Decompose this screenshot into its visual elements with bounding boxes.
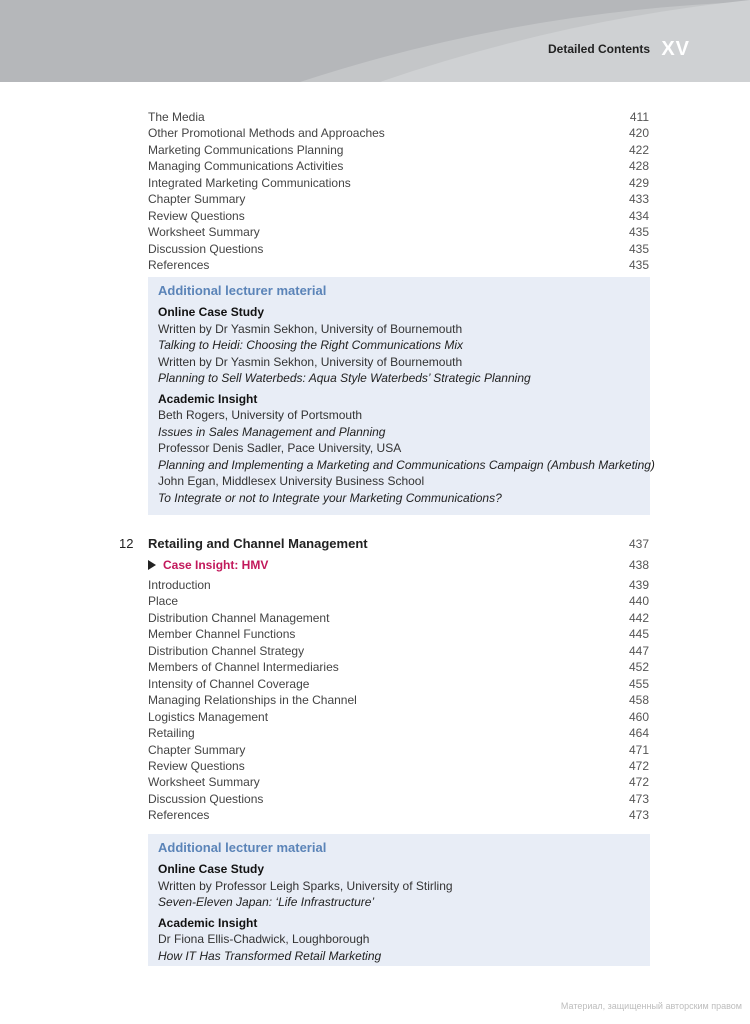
toc-entry[interactable] xyxy=(148,257,649,273)
page-numeral: XV xyxy=(661,38,690,60)
toc-entry-title: Review Questions xyxy=(148,758,245,773)
toc-entry[interactable] xyxy=(148,224,649,240)
chapter-title[interactable]: Retailing and Channel Management xyxy=(148,536,368,551)
toc-entry[interactable] xyxy=(148,659,649,675)
toc-entry-title: The Media xyxy=(148,110,205,124)
toc-entry-title: Discussion Questions xyxy=(148,241,264,256)
toc-entry-page: 472 xyxy=(628,775,649,790)
toc-entry-page: 440 xyxy=(628,594,649,609)
toc-entry-title: References xyxy=(148,808,210,823)
toc-entry-page: 433 xyxy=(628,192,649,207)
toc-entry-title: Discussion Questions xyxy=(148,791,264,806)
toc-entry[interactable] xyxy=(148,676,649,692)
toc-entry-title: Marketing Communications Planning xyxy=(148,142,344,157)
triangle-bullet-icon xyxy=(148,560,156,570)
toc-entry[interactable] xyxy=(148,208,649,224)
toc-entry-title: References xyxy=(148,258,210,273)
toc-entry-page: 460 xyxy=(628,709,649,724)
toc-entry-title: Distribution Channel Management xyxy=(148,610,330,625)
toc-entry-title: Managing Relationships in the Channel xyxy=(148,693,357,708)
toc-entry-page: 472 xyxy=(628,758,649,773)
toc-entry-page: 435 xyxy=(628,225,649,240)
box-subheading: Online Case Study xyxy=(158,862,265,876)
box-item-title: How IT Has Transformed Retail Marketing xyxy=(158,948,382,963)
toc-entry-page: 422 xyxy=(628,142,649,157)
toc-entry[interactable] xyxy=(148,626,649,642)
box-item-title: Seven-Eleven Japan: ‘Life Infrastructure’ xyxy=(158,895,375,909)
box-item-title: Talking to Heidi: Choosing the Right Communications Mix xyxy=(158,338,464,352)
toc-entry[interactable] xyxy=(148,109,649,125)
box-item-author: Beth Rogers, University of Portsmouth xyxy=(158,408,363,422)
copyright-watermark: Материал, защищенный авторским правом xyxy=(560,1001,742,1011)
toc-entry-page: 428 xyxy=(628,159,649,174)
box-item-author: Dr Fiona Ellis-Chadwick, Loughborough xyxy=(158,932,370,946)
box-item-title: Planning and Implementing a Marketing and Communications Campaign (Ambush Marketing) xyxy=(158,457,655,472)
toc-entry-title: Intensity of Channel Coverage xyxy=(148,676,310,691)
lecturer-material-box-1 xyxy=(148,277,655,515)
toc-entry-page: 434 xyxy=(628,208,649,223)
toc-entry-page: 411 xyxy=(629,110,649,124)
box-item-author: Written by Dr Yasmin Sekhon, University of Bournemouth xyxy=(158,321,463,336)
toc-entry-page: 435 xyxy=(628,241,649,256)
box-item-author: Professor Denis Sadler, Pace University, USA xyxy=(158,441,402,455)
toc-entry-page: 473 xyxy=(628,791,649,806)
box-subheading: Academic Insight xyxy=(158,915,258,930)
box-subheading: Academic Insight xyxy=(158,391,258,406)
toc-entry-title: Integrated Marketing Communications xyxy=(148,175,351,190)
toc-entry[interactable] xyxy=(148,593,649,609)
toc-entry-title: Chapter Summary xyxy=(148,192,246,207)
box-title: Additional lecturer material xyxy=(158,283,327,298)
toc-entry[interactable] xyxy=(148,725,649,741)
lecturer-material-box-2 xyxy=(148,834,650,966)
chapter-number: 12 xyxy=(119,536,134,551)
page-header xyxy=(0,0,750,82)
toc-entry-page: 452 xyxy=(628,660,649,675)
toc-entry-title: Retailing xyxy=(148,726,195,741)
toc-entry[interactable] xyxy=(148,610,649,626)
toc-entry[interactable] xyxy=(148,774,649,790)
toc-entry-title: Chapter Summary xyxy=(148,742,246,757)
toc-entry-page: 447 xyxy=(628,643,649,658)
chapter-page: 437 xyxy=(628,537,649,551)
toc-entry-title: Place xyxy=(148,594,179,609)
toc-entry-page: 439 xyxy=(628,578,649,592)
toc-entry-page: 445 xyxy=(628,627,649,642)
toc-entry-title: Member Channel Functions xyxy=(148,627,296,642)
toc-entry[interactable] xyxy=(148,158,649,174)
toc-entry-page: 471 xyxy=(628,742,649,757)
toc-entry[interactable] xyxy=(148,191,649,207)
toc-entry-page: 442 xyxy=(628,610,649,625)
toc-entry[interactable] xyxy=(148,791,649,807)
toc-entry-title: Other Promotional Methods and Approaches xyxy=(148,126,385,141)
toc-entry[interactable] xyxy=(148,241,649,257)
box-subheading: Online Case Study xyxy=(158,305,265,319)
toc-entry-title: Introduction xyxy=(148,578,211,592)
section-label: Detailed Contents xyxy=(547,42,650,56)
toc-entry-page: 435 xyxy=(628,258,649,273)
case-insight-title: Case Insight: HMV xyxy=(163,558,269,572)
toc-entry[interactable] xyxy=(148,807,649,823)
toc-entry-page: 455 xyxy=(628,676,649,691)
toc-entry[interactable] xyxy=(148,709,649,725)
box-title: Additional lecturer material xyxy=(158,840,327,855)
toc-entry-title: Members of Channel Intermediaries xyxy=(148,660,339,675)
toc-entry-page: 458 xyxy=(628,693,649,708)
box-item-title: Issues in Sales Management and Planning xyxy=(158,424,386,439)
toc-entry-title: Logistics Management xyxy=(148,709,269,724)
toc-entry[interactable] xyxy=(148,758,649,774)
box-item-title: To Integrate or not to Integrate your Marketing Communications? xyxy=(158,490,502,505)
toc-entry-page: 473 xyxy=(628,808,649,823)
toc-entry[interactable] xyxy=(148,577,649,593)
toc-entry-page: 420 xyxy=(628,126,649,141)
toc-entry-page: 464 xyxy=(628,726,649,741)
toc-entry[interactable] xyxy=(148,742,649,758)
toc-entry-page: 429 xyxy=(628,175,649,190)
toc-entry-title: Worksheet Summary xyxy=(148,775,260,790)
toc-entry[interactable] xyxy=(148,175,649,191)
toc-entry-title: Managing Communications Activities xyxy=(148,159,344,174)
header-swoosh xyxy=(0,0,750,82)
box-item-author: John Egan, Middlesex University Business School xyxy=(158,474,425,488)
toc-entry[interactable] xyxy=(148,692,649,708)
box-item-author: Written by Professor Leigh Sparks, University of Stirling xyxy=(158,878,453,893)
case-insight-page: 438 xyxy=(628,558,649,572)
toc-entry-title: Distribution Channel Strategy xyxy=(148,643,305,658)
toc-entry[interactable] xyxy=(148,142,649,158)
case-insight-entry[interactable] xyxy=(148,557,649,573)
toc-entry[interactable] xyxy=(148,643,649,659)
toc-entry[interactable] xyxy=(148,125,649,141)
box-item-author: Written by Dr Yasmin Sekhon, University of Bournemouth xyxy=(158,354,463,369)
toc-entry-title: Worksheet Summary xyxy=(148,225,260,240)
toc-entry-title: Review Questions xyxy=(148,208,245,223)
box-item-title: Planning to Sell Waterbeds: Aqua Style Waterbeds’ Strategic Planning xyxy=(158,371,531,385)
